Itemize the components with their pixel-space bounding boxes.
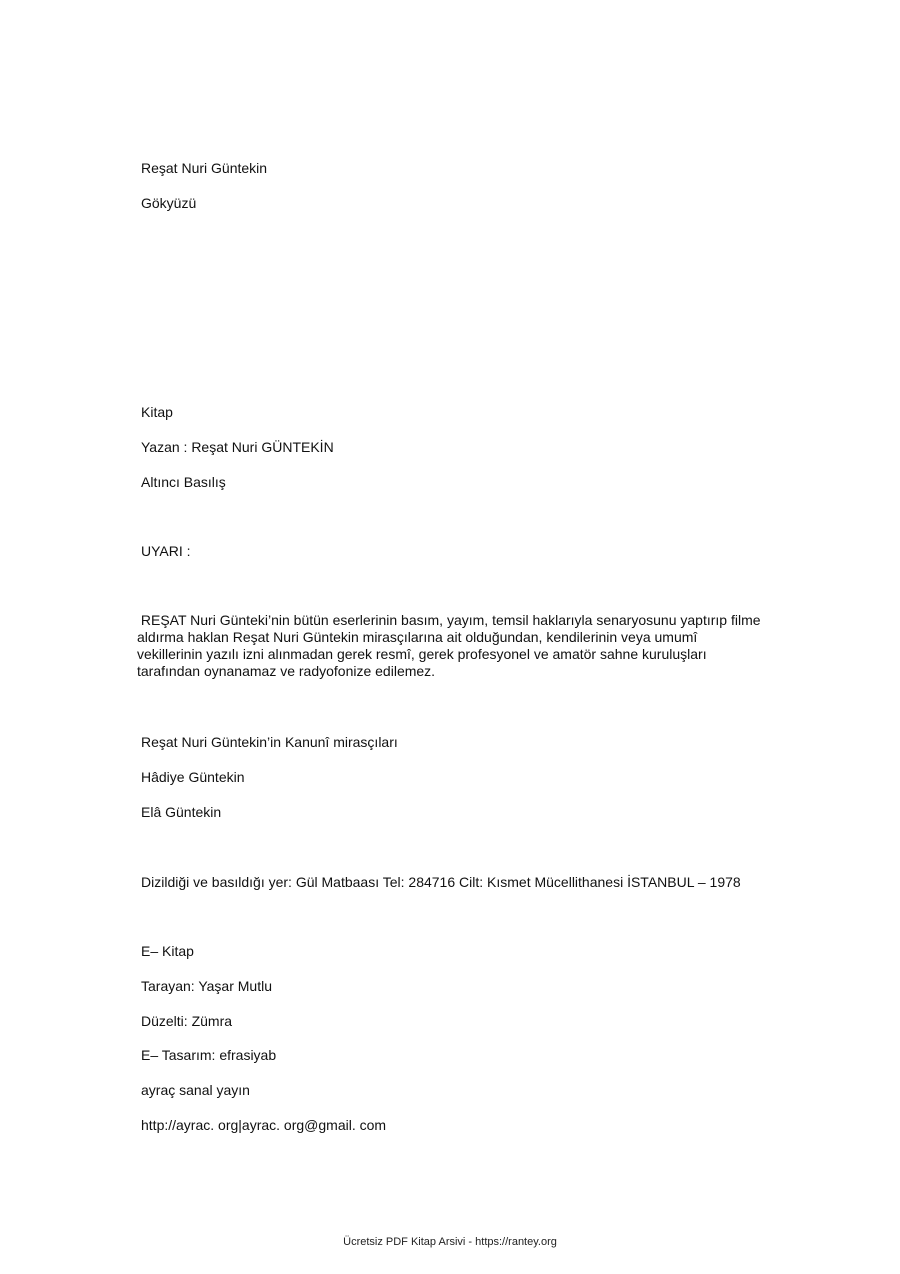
ebook-contact: http://ayrac. org|ayrac. org@gmail. com (141, 1117, 387, 1133)
page-footer: Ücretsiz PDF Kitap Arsivi - https://rantey.org (343, 1236, 557, 1248)
warning-line: tarafından oynanamaz ve radyofonize edilemez. (137, 663, 436, 679)
warning-line: vekillerinin yazılı izni alınmadan gerek resmî, gerek profesyonel ve amatör sahne kuruluşları (137, 646, 707, 662)
warning-paragraph (137, 612, 827, 680)
book-title: Gökyüzü (141, 195, 197, 211)
heir-name: Elâ Güntekin (141, 804, 222, 820)
ebook-scanner: Tarayan: Yaşar Mutlu (141, 978, 272, 994)
imprint-edition: Altıncı Basılış (141, 474, 226, 490)
imprint-type: Kitap (141, 404, 173, 420)
warning-heading: UYARI : (141, 543, 191, 559)
heir-name: Hâdiye Güntekin (141, 769, 245, 785)
ebook-design: E– Tasarım: efrasiyab (141, 1047, 277, 1063)
warning-line: aldırma haklan Reşat Nuri Güntekin mirasçılarına ait olduğundan, kendilerinin veya umumî (137, 629, 698, 645)
ebook-type: E– Kitap (141, 943, 194, 959)
imprint-writer: Yazan : Reşat Nuri GÜNTEKİN (141, 439, 334, 455)
warning-line: REŞAT Nuri Günteki’nin bütün eserlerinin basım, yayım, temsil haklarıyla senaryosunu yaptırıp filme (137, 612, 761, 628)
printing-info: Dizildiği ve basıldığı yer: Gül Matbaası Tel: 284716 Cilt: Kısmet Mücellithanesi İSTANBUL – 1978 (141, 874, 741, 890)
ebook-publisher: ayraç sanal yayın (141, 1082, 250, 1098)
heirs-heading: Reşat Nuri Güntekin’in Kanunî mirasçıları (141, 734, 398, 750)
author-name: Reşat Nuri Güntekin (141, 160, 268, 176)
ebook-editor: Düzelti: Zümra (141, 1013, 233, 1029)
